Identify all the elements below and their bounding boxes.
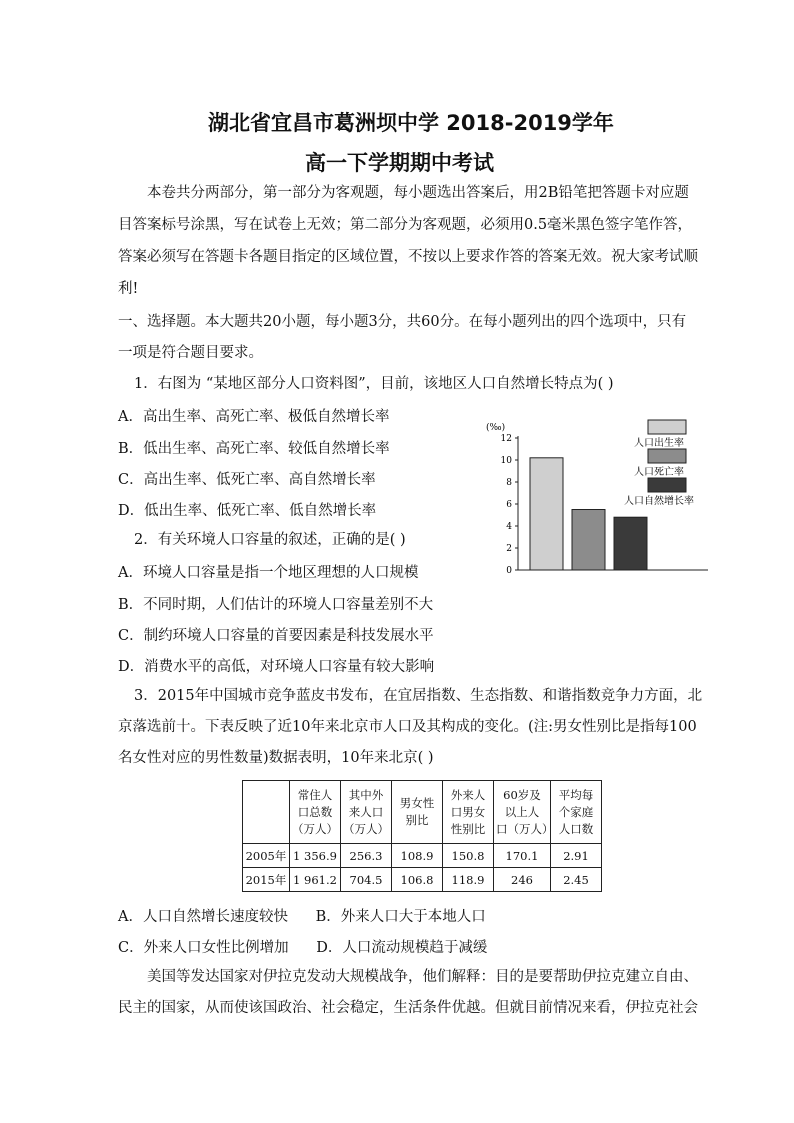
table-header-cell: 常住人 口总数 （万人） (290, 781, 341, 844)
table-cell: 704.5 (341, 868, 392, 892)
intro-line-1: 本卷共分两部分，第一部分为客观题，每小题选出答案后，用2B铅笔把答题卡对应题 (147, 185, 689, 201)
question-1-option-a: A．高出生率、高死亡率、极低自然增长率 (118, 409, 390, 425)
table-cell: 2.91 (551, 844, 602, 868)
intro-line-4: 利! (118, 281, 139, 297)
chart-bar (530, 458, 563, 570)
question-3-options-line-2: C．外来人口女性比例增加 D．人口流动规模趋于减缓 (118, 940, 488, 956)
table-cell: 170.1 (494, 844, 551, 868)
question-2-option-a: A．环境人口容量是指一个地区理想的人口规模 (118, 565, 419, 581)
section-header-line-1: 一、选择题。本大题共20小题，每小题3分，共60分。在每小题列出的四个选项中，只有 (118, 314, 687, 330)
chart-legend-label: 人口自然增长率 (624, 496, 694, 507)
question-1-option-c: C．高出生率、低死亡率、高自然增长率 (118, 472, 376, 488)
table-cell: 106.8 (392, 868, 443, 892)
chart-y-tick-label: 2 (506, 544, 512, 554)
table-row (243, 868, 602, 892)
population-table (242, 780, 602, 892)
table-cell: 150.8 (443, 844, 494, 868)
table-cell: 2005年 (243, 844, 290, 868)
question-2-stem: 2．有关环境人口容量的叙述，正确的是( ) (134, 532, 406, 548)
chart-y-tick-label: 10 (500, 456, 512, 466)
table-cell: 1 961.2 (290, 868, 341, 892)
table-row (243, 844, 602, 868)
chart-y-tick-label: 6 (506, 500, 512, 510)
table-header-cell: 男女性 别比 (392, 781, 443, 844)
table-header-cell: 平均每 个家庭 人口数 (551, 781, 602, 844)
question-2-option-c: C．制约环境人口容量的首要因素是科技发展水平 (118, 628, 434, 644)
chart-legend-swatch (648, 478, 686, 492)
table-header-cell: 其中外 来人口 （万人） (341, 781, 392, 844)
chart-y-tick-label: 0 (506, 566, 512, 576)
chart-legend-swatch (648, 420, 686, 434)
chart-bar (572, 510, 605, 571)
table-header-row (243, 781, 602, 844)
table-cell: 2015年 (243, 868, 290, 892)
page-title: 湖北省宜昌市葛洲坝中学 2018-2019学年 (208, 111, 614, 135)
intro-line-3: 答案必须写在答题卡各题目指定的区域位置，不按以上要求作答的答案无效。祝大家考试顺 (118, 249, 698, 265)
question-3-line-1: 3．2015年中国城市竞争蓝皮书发布，在宜居指数、生态指数、和谐指数竞争力方面，北 (134, 688, 703, 704)
chart-legend-swatch (648, 449, 686, 463)
table-cell: 246 (494, 868, 551, 892)
question-1-option-d: D．低出生率、低死亡率、低自然增长率 (118, 503, 377, 519)
chart-bar (614, 517, 647, 570)
chart-y-unit: (‰) (486, 423, 506, 433)
question-1-option-b: B．低出生率、高死亡率、较低自然增长率 (118, 441, 390, 457)
chart-y-tick-label: 12 (500, 434, 512, 444)
table-cell: 118.9 (443, 868, 494, 892)
table-header-cell: 外来人 口男女 性别比 (443, 781, 494, 844)
question-3-options-line-1: A．人口自然增长速度较快 B．外来人口大于本地人口 (118, 909, 486, 925)
chart-y-tick-label: 4 (506, 522, 512, 532)
table-cell: 256.3 (341, 844, 392, 868)
table-header-cell (243, 781, 290, 844)
table-cell: 108.9 (392, 844, 443, 868)
table-cell: 1 356.9 (290, 844, 341, 868)
passage-line-2: 民主的国家，从而使该国政治、社会稳定，生活条件优越。但就目前情况来看，伊拉克社会 (118, 1000, 698, 1016)
table-header-cell: 60岁及 以上人 口（万人） (494, 781, 551, 844)
chart-legend-label: 人口死亡率 (634, 467, 684, 478)
intro-line-2: 目答案标号涂黑，写在试卷上无效；第二部分为客观题，必须用0.5毫米黑色签字笔作答， (118, 217, 693, 233)
table-cell: 2.45 (551, 868, 602, 892)
question-1-stem: 1．右图为 “某地区部分人口资料图”，目前，该地区人口自然增长特点为( ) (134, 376, 614, 392)
question-2-option-d: D．消费水平的高低，对环境人口容量有较大影响 (118, 659, 435, 675)
passage-line-1: 美国等发达国家对伊拉克发动大规模战争，他们解释：目的是要帮助伊拉克建立自由、 (147, 969, 698, 985)
population-bar-chart (476, 418, 716, 578)
question-3-line-3: 名女性对应的男性数量)数据表明，10年来北京( ) (118, 750, 434, 766)
question-2-option-b: B．不同时期，人们估计的环境人口容量差别不大 (118, 597, 434, 613)
chart-y-tick-label: 8 (506, 478, 512, 488)
chart-legend-label: 人口出生率 (634, 438, 684, 449)
page-subtitle: 高一下学期期中考试 (305, 151, 494, 175)
question-3-line-2: 京落选前十。下表反映了近10年来北京市人口及其构成的变化。(注:男女性别比是指每100 (118, 719, 697, 735)
section-header-line-2: 一项是符合题目要求。 (118, 345, 263, 361)
